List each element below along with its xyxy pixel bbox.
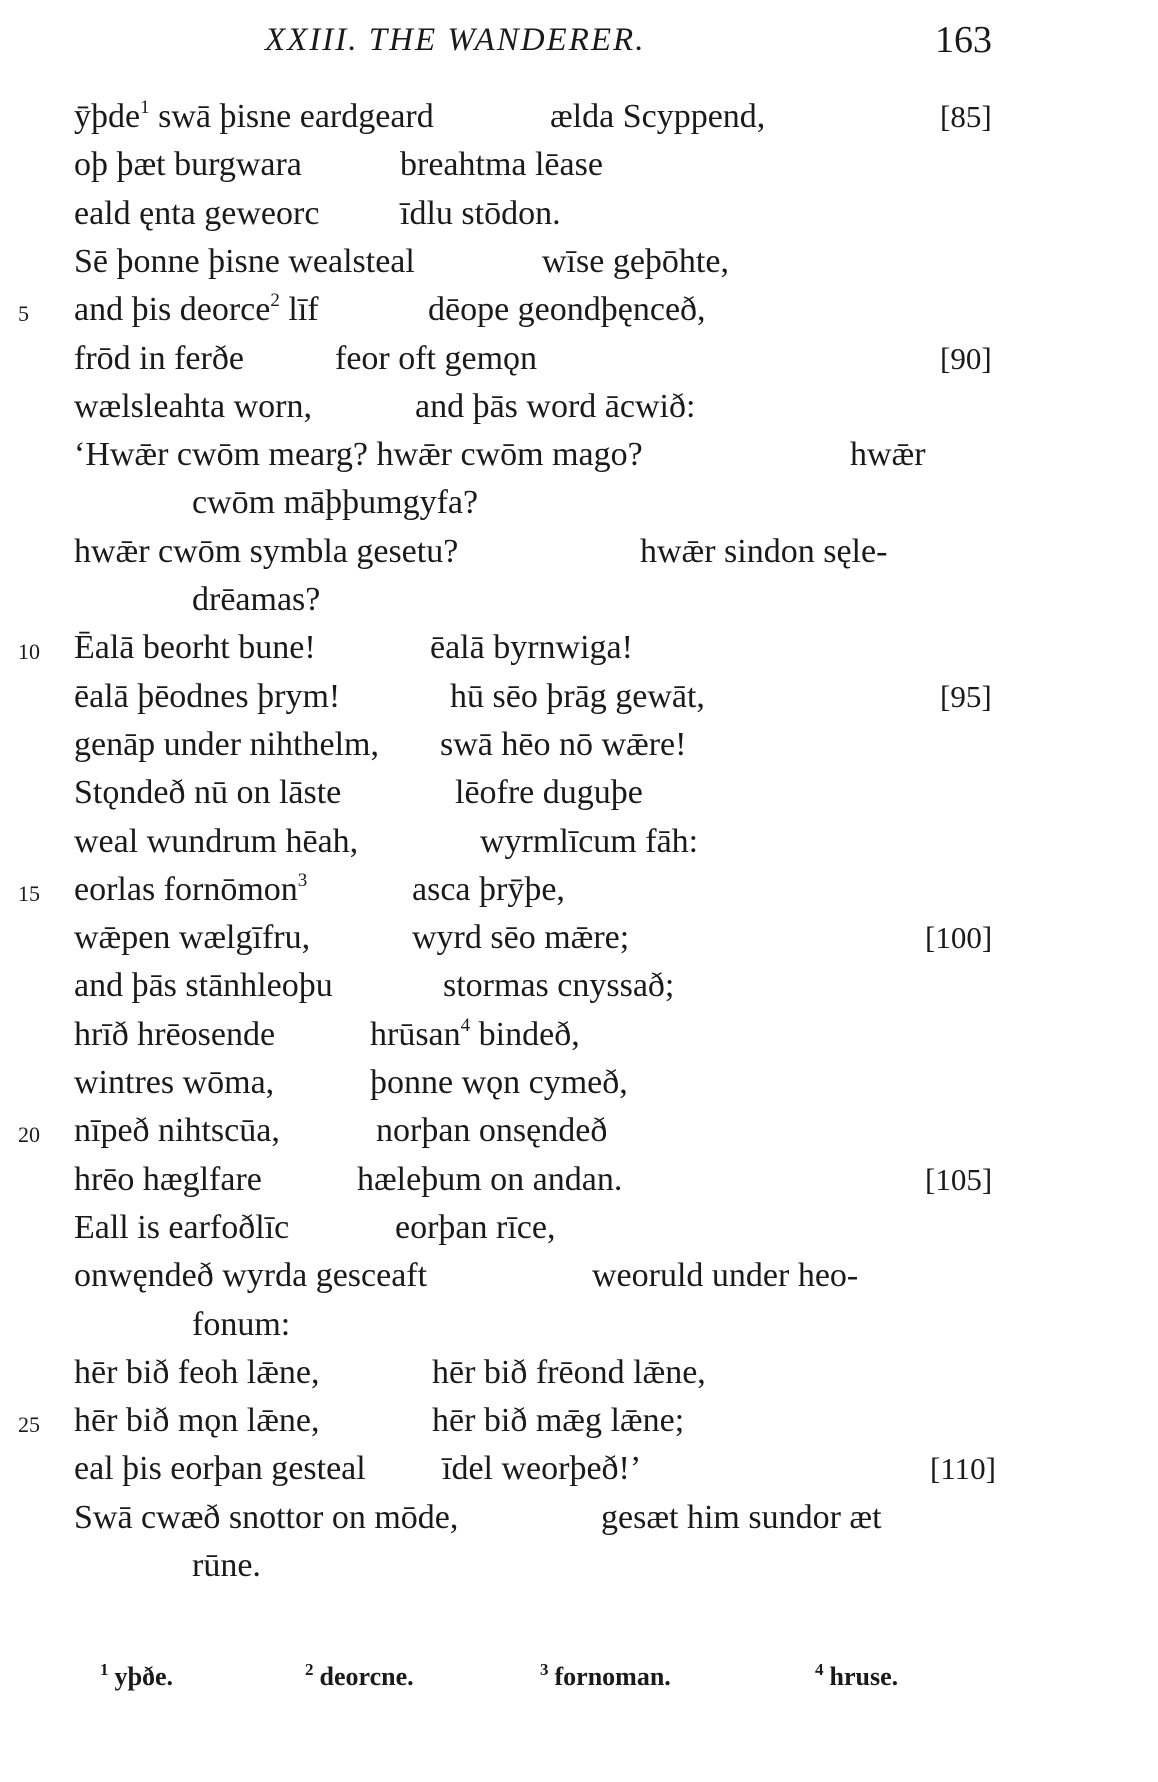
second-half-line [442,1445,641,1493]
second-half-line [412,866,565,914]
half-line-text: gesæt him sundor æt [601,1498,882,1536]
verse-line [0,673,1158,721]
second-half-line [480,818,698,866]
first-half-line [74,431,643,479]
second-half-line [400,190,561,238]
half-line-text: eorlas fornōmon [74,870,298,908]
second-half-line [335,335,537,383]
half-line-text: breahtma lēase [400,146,603,184]
second-half-line [415,383,695,431]
footnote-text: deorcne. [319,1662,414,1691]
half-line-text: nīpeð nihtscūa, [74,1112,280,1150]
verse-line [0,335,1158,383]
half-line-text: hrēo hæglfare [74,1160,262,1198]
half-line-text: hēr bið mǫn lǣne, [74,1402,320,1440]
second-half-line [428,286,706,334]
half-line-text: wǣpen wælgīfru, [74,919,311,957]
first-half-line [74,1397,320,1445]
footnote-number: 4 [815,1660,824,1679]
page-number: 163 [935,19,992,61]
footnote-marker: 1 [140,97,150,118]
verse-line [0,962,1158,1010]
first-half-line [74,335,244,383]
half-line-tail: swā þisne eardgeard [149,98,434,135]
half-line-text: hū sēo þrāg gewāt, [450,677,705,715]
line-number: 20 [18,1122,40,1148]
second-half-line [370,1059,628,1107]
footnote-number: 3 [540,1660,549,1679]
half-line-text: hrīð hrēosende [74,1015,276,1053]
half-line-text: lēofre duguþe [455,774,643,812]
half-line-text: wælsleahta worn, [74,387,312,425]
first-half-line [74,383,312,431]
half-line-text: wintres wōma, [74,1064,275,1101]
half-line-text: ælda Scyppend, [550,98,766,135]
half-line-text: oþ þæt burgwara [74,146,302,184]
verse-line [0,383,1158,431]
half-line-text: eal þis eorþan gesteal [74,1450,366,1488]
first-half-line [74,93,434,141]
line-reference: [110] [930,1451,996,1487]
verse-line [0,866,1158,914]
verse-line [0,721,1158,769]
verse-line [0,528,1158,576]
footnote-marker: 2 [270,290,280,312]
footnote-text: fornoman. [554,1662,671,1691]
line-number: 25 [18,1412,40,1438]
half-line-text: hēr bið feoh lǣne, [74,1353,320,1391]
first-half-line [74,769,341,817]
running-title: XXIII. THE WANDERER. [265,22,646,58]
half-line-text: Ēalā beorht bune! [74,629,316,667]
verse-line [0,1156,1158,1204]
verse-line [0,576,1158,624]
second-half-line [440,721,686,769]
first-half-line [74,1252,427,1300]
second-half-line [432,1349,706,1397]
verse-line [0,1204,1158,1252]
first-half-line [74,528,458,576]
first-half-line [74,1107,280,1155]
first-half-line [74,673,340,721]
verse-continuation: rūne. [192,1547,261,1584]
half-line-text: feor oft gemǫn [335,339,538,377]
first-half-line [74,962,333,1010]
first-half-line [74,286,319,334]
first-half-line [74,1349,320,1397]
verse-line [0,1542,1158,1590]
verse-line [0,624,1158,672]
verse-line [0,479,1158,527]
verse-line [0,1494,1158,1542]
verse-line [0,286,1158,334]
second-half-line [443,962,674,1010]
half-line-text: genāp under nihthelm, [74,725,379,763]
half-line-text: eald ęnta geweorc [74,194,320,232]
verse-line [0,1107,1158,1155]
verse-line [0,818,1158,866]
second-half-line [601,1494,882,1542]
half-line-text: stormas cnyssað; [443,967,675,1005]
half-line-text: and þās stānhleoþu [74,967,333,1005]
half-line-text: īdlu stōdon. [400,194,561,232]
footnote [815,1660,898,1692]
verse-line [0,238,1158,286]
first-half-line [74,1204,289,1252]
verse-line [0,1397,1158,1445]
half-line-text: ‘Hwǣr cwōm mearg? hwǣr cwōm mago? [74,436,643,474]
footnote-number: 1 [100,1660,109,1679]
half-line-tail: bindeð, [470,1015,580,1053]
footnotes [0,1660,1158,1700]
second-half-line [400,141,603,189]
footnote-text: hruse. [829,1662,899,1691]
half-line-text: dēope geondþęnceð, [428,291,706,329]
half-line-text: weal wundrum hēah, [74,822,359,860]
half-line-text: hēr bið mǣg lǣne; [432,1402,685,1440]
line-reference: [100] [925,920,993,956]
second-half-line [640,528,887,576]
first-half-line [74,721,379,769]
verse-line [0,769,1158,817]
verse-line [0,1011,1158,1059]
first-half-line [74,190,319,238]
half-line-text: hwǣr cwōm symbla gesetu? [74,532,459,570]
first-half-line [74,238,415,286]
footnote [100,1660,173,1692]
footnote [305,1660,414,1692]
second-half-line [430,624,633,672]
half-line-text: frōd in ferðe [74,339,244,377]
second-half-line [395,1204,555,1252]
half-line-text: Eall is earfoðlīc [74,1208,290,1246]
line-reference: [95] [940,678,992,714]
verse-continuation: drēamas? [192,581,321,618]
half-line-text: Swā cwæð snottor on mōde, [74,1498,459,1536]
half-line-text: Stǫndeð nū on lāste [74,774,342,812]
half-line-text: wyrmlīcum fāh: [480,822,699,860]
first-half-line [74,141,302,189]
line-reference: [90] [940,340,992,376]
half-line-text: weoruld under heo- [592,1257,859,1295]
half-line-text: ēalā byrnwiga! [430,629,633,667]
line-reference: [85] [940,99,992,134]
footnote [540,1660,671,1692]
first-half-line [74,624,316,672]
page-header [0,18,1158,68]
line-number: 15 [18,880,40,906]
half-line-text: hēr bið frēond lǣne, [432,1353,706,1391]
second-half-line [357,1156,622,1204]
half-line-text: asca þrȳþe, [412,870,565,908]
first-half-line [74,1011,275,1059]
first-half-line [74,1445,366,1493]
half-line-text: wyrd sēo mǣre; [412,919,630,957]
half-line-text: īdel weorþeð!’ [442,1450,642,1488]
half-line-text: hrūsan [370,1015,461,1053]
first-half-line [74,1494,458,1542]
first-half-line [74,866,307,914]
verse-line [0,1252,1158,1300]
verse-line [0,914,1158,962]
second-half-line [542,238,729,286]
half-line-text: onwęndeð wyrda gesceaft [74,1257,428,1295]
half-line-tail: līf [279,291,319,329]
half-line-text: hæleþum on andan. [357,1160,623,1198]
half-line-text: hwǣr sindon sęle- [640,532,888,570]
footnote-marker: 4 [460,1014,471,1036]
footnote-number: 2 [305,1660,314,1679]
first-half-line [74,818,358,866]
verse-line [0,431,1158,479]
footnote-text: yþðe. [114,1662,173,1691]
half-line-text: wīse geþōhte, [542,242,729,280]
verse-line [0,1349,1158,1397]
half-line-text: hwǣr [850,436,926,474]
first-half-line [74,1059,274,1107]
footnote-marker: 3 [297,869,308,891]
verse-continuation: cwōm māþþumgyfa? [192,484,479,522]
second-half-line [850,431,926,479]
half-line-text: þonne wǫn cymeð, [370,1064,628,1101]
half-line-text: and þis deorce [74,291,271,329]
line-number: 5 [18,301,29,327]
half-line-text: ēalā þēodnes þrym! [74,677,341,715]
half-line-text: ȳþde [74,98,141,135]
half-line-text: swā hēo nō wǣre! [440,725,687,763]
verse-line [0,1445,1158,1493]
half-line-text: and þās word ācwið: [415,387,696,425]
verse-line [0,141,1158,189]
half-line-text: norþan onsęndeð [376,1112,608,1150]
second-half-line [550,93,765,141]
second-half-line [455,769,643,817]
line-reference: [105] [925,1161,993,1197]
verse-line [0,1301,1158,1349]
line-number: 10 [18,639,40,665]
second-half-line [376,1107,607,1155]
verse-line [0,93,1158,141]
second-half-line [412,914,629,962]
second-half-line [450,673,705,721]
first-half-line [74,914,310,962]
half-line-text: eorþan rīce, [395,1208,556,1246]
second-half-line [432,1397,684,1445]
verse-continuation: fonum: [192,1305,291,1343]
first-half-line [74,1156,262,1204]
second-half-line [592,1252,858,1300]
half-line-text: Sē þonne þisne wealsteal [74,242,415,280]
verse-line [0,190,1158,238]
verse-line [0,1059,1158,1107]
second-half-line [370,1011,580,1059]
